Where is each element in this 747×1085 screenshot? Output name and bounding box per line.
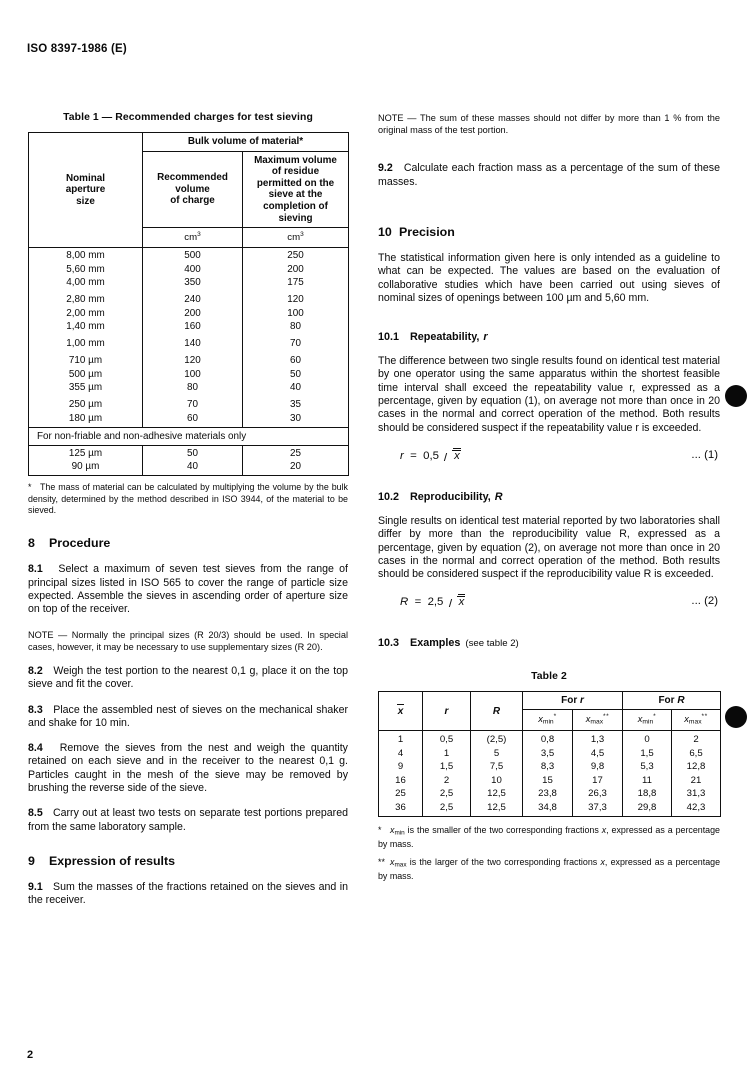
paragraph-8-2 (28, 665, 348, 692)
table1-cell-maximum: 50 (243, 368, 349, 381)
table2-cell-r-xmin: 3,5 (523, 746, 573, 760)
equation-2-radicand: x (458, 596, 465, 609)
table2-cell-R: 5 (471, 746, 523, 760)
table2-cell-r-xmin: 8,3 (523, 760, 573, 774)
heading-section-10-2 (378, 491, 720, 503)
table1-cell-recommended: 160 (143, 320, 243, 333)
equation-1-coefficient: 0,5 (423, 449, 439, 462)
note-9-1: NOTE — The sum of these masses should not differ by more than 1 % from the original mass of the test portion. (378, 113, 720, 136)
label-line: aperture (65, 184, 106, 196)
table2-footnote-1-marker: * (378, 824, 382, 835)
table1-cell-size: 180 µm (29, 412, 143, 428)
table1-row (29, 368, 349, 381)
table1-row (29, 460, 349, 476)
table2-cell-r: 2,5 (423, 801, 471, 817)
table1-col-recommended-volume: Recommended volume of charge (143, 151, 243, 228)
table1-cell-recommended: 50 (143, 445, 243, 460)
table2-cell-xbar: 36 (379, 801, 423, 817)
table1-cell-size: 250 µm (29, 394, 143, 411)
table2-cell-r-xmax: 4,5 (573, 746, 623, 760)
paragraph-8-4-number: 8.4 (28, 742, 43, 755)
section-10-1-title: Repeatability, (410, 331, 480, 344)
paragraph-10-2-body: Single results on identical test material reported by two laboratories shall differ by more than the reproducibility value R, expressed as a percentage, given by equation (2), on average not more than once in 20 cases in the normal and correct operation of the method. Both results should be considered suspect if the reproducibility value R is exceeded. (378, 514, 720, 581)
table1-cell-recommended: 70 (143, 394, 243, 411)
table2-cell-r-xmax: 37,3 (573, 801, 623, 817)
table2-cell-xbar: 4 (379, 746, 423, 760)
table1-cell-recommended: 140 (143, 333, 243, 350)
table1-cell-size: 125 µm (29, 445, 143, 460)
paragraph-9-2 (378, 162, 720, 189)
table1-cell-size: 1,00 mm (29, 333, 143, 350)
table2-cell-R-xmax: 21 (672, 774, 721, 788)
heading-section-8 (28, 536, 348, 550)
table2-cell-r-xmin: 34,8 (523, 801, 573, 817)
paragraph-8-5-number: 8.5 (28, 807, 43, 820)
table2-cell-r: 1,5 (423, 760, 471, 774)
left-column (28, 112, 348, 919)
paragraph-9-1-text: Sum the masses of the fractions retained on the sieves and in the receiver. (28, 880, 348, 907)
table2-cell-r: 2 (423, 774, 471, 788)
table2-cell-r-xmax: 1,3 (573, 731, 623, 747)
section-10-1-number: 10.1 (378, 331, 400, 344)
table1-cell-maximum: 80 (243, 320, 349, 333)
table2-footnote-2: ** $x_{max}$ is the larger of the two corresponding fractions x, expressed as a percentage by mass. (378, 857, 721, 882)
section-9-number: 9 (28, 853, 35, 868)
table2-col-R-xmax: $x_{max}^{**}$ (672, 710, 721, 731)
table1-cell-size: 8,00 mm (29, 248, 143, 263)
paragraph-8-2-text: Weigh the test portion to the nearest 0,1 g, place it on the top sieve and fit the cover. (28, 664, 348, 691)
note-8-1: NOTE — Normally the principal sizes (R 20/3) should be used. In special cases, however, it may be necessary to use supplementary sizes (R 20). (28, 629, 348, 652)
table1-cell-maximum: 250 (243, 248, 349, 263)
page-number: 2 (27, 1049, 34, 1061)
table1-row (29, 350, 349, 367)
table2-cell-r-xmin: 15 (523, 774, 573, 788)
table2-cell-R-xmin: 29,8 (623, 801, 672, 817)
square-root-icon (445, 449, 460, 462)
table1-row (29, 306, 349, 319)
table2-cell-R-xmin: 5,3 (623, 760, 672, 774)
table1-cell-recommended: 200 (143, 306, 243, 319)
paragraph-8-1-text: Select a maximum of seven test sieves from the range of principal sizes listed in ISO 565 to cover the range of particle size expected. Assemble the sieves in ascending order of aperture size on top of the receiver. (28, 563, 348, 616)
table1-cell-maximum: 35 (243, 394, 349, 411)
table2-row (379, 801, 721, 817)
table2-cell-r-xmin: 0,8 (523, 731, 573, 747)
table1-cell-maximum: 70 (243, 333, 349, 350)
table1-cell-recommended: 500 (143, 248, 243, 263)
table2-cell-xbar: 25 (379, 787, 423, 801)
heading-section-10-3 (378, 637, 720, 649)
paragraph-9-1 (28, 881, 348, 908)
section-10-3-reference: (see table 2) (465, 638, 519, 650)
table2-cell-R: 12,5 (471, 801, 523, 817)
table1-cell-recommended: 40 (143, 460, 243, 476)
equation-2 (378, 595, 720, 613)
table2-cell-r-xmax: 17 (573, 774, 623, 788)
table1-row (29, 445, 349, 460)
square-root-icon (450, 595, 465, 608)
table2-col-r-xmin: $x_{min}^*$ (523, 710, 573, 731)
table1-row (29, 263, 349, 276)
section-10-2-number: 10.2 (378, 490, 400, 503)
table2-col-r-xmax: $x_{max}^{**}$ (573, 710, 623, 731)
table1-cell-maximum: 40 (243, 381, 349, 394)
paragraph-8-3-text: Place the assembled nest of sieves on the mechanical shaker and shake for 10 min. (28, 703, 348, 729)
equation-2-expression (400, 595, 464, 608)
right-column (378, 112, 720, 882)
document-header: ISO 8397-1986 (E) (27, 43, 127, 55)
binding-punch-mark-top (725, 385, 747, 407)
table1-cell-size: 90 µm (29, 460, 143, 476)
equation-2-lhs-symbol: R (400, 596, 409, 609)
table1-row (29, 248, 349, 263)
table2-row (379, 746, 721, 760)
paragraph-9-1-number: 9.1 (28, 880, 43, 893)
table1-cell-size: 1,40 mm (29, 320, 143, 333)
table1-cell-recommended: 400 (143, 263, 243, 276)
table2-cell-xbar: 1 (379, 731, 423, 747)
paragraph-8-5 (28, 807, 348, 834)
table2-cell-R-xmax: 12,8 (672, 760, 721, 774)
xbar-symbol: x (397, 705, 404, 717)
label-line: size (76, 195, 95, 207)
table2-group-for-R: For R (623, 692, 721, 710)
table2-cell-R-xmin: 0 (623, 731, 672, 747)
table2-footnote-2-marker: ** (378, 857, 385, 868)
table1-cell-maximum: 100 (243, 306, 349, 319)
table2-caption: Table 2 (531, 671, 567, 683)
paragraph-8-5-text: Carry out at least two tests on separate test portions prepared from the same laboratory sample. (28, 807, 348, 833)
section-10-3-title: Examples (410, 637, 461, 650)
table1-cell-recommended: 100 (143, 368, 243, 381)
table1-cell-maximum: 120 (243, 289, 349, 306)
table1-unit-maximum: $cm^3$ (243, 228, 349, 248)
table2-cell-r: 1 (423, 746, 471, 760)
table1-footnote-text: The mass of material can be calculated by multiplying the volume by the bulk density, determined by the method described in ISO 3944, of the material to be sieved. (28, 482, 348, 515)
table1-cell-size: 500 µm (29, 368, 143, 381)
table2-cell-R-xmax: 6,5 (672, 746, 721, 760)
table1-col-maximum-volume: Maximum volume of residue permitted on the sieve at the completion of sieving (243, 151, 349, 228)
table1-cell-recommended: 60 (143, 412, 243, 428)
table2-col-r: r (423, 692, 471, 731)
equation-2-tag: ... (2) (691, 595, 718, 608)
section-10-1-symbol: r (483, 331, 488, 344)
table2-cell-R-xmin: 1,5 (623, 746, 672, 760)
equation-1 (378, 449, 720, 467)
table2-cell-r: 0,5 (423, 731, 471, 747)
equation-1-lhs-symbol: r (400, 449, 404, 462)
section-10-3-number: 10.3 (378, 637, 400, 650)
table2-row (379, 787, 721, 801)
table1-row (29, 394, 349, 411)
table1-footnote-marker: * (28, 482, 32, 493)
table2-cell-r-xmax: 26,3 (573, 787, 623, 801)
section-10-2-symbol: R (494, 490, 503, 503)
table2-cell-xbar: 9 (379, 760, 423, 774)
equation-1-radicand: x (454, 449, 460, 462)
table1-cell-maximum: 20 (243, 460, 349, 476)
paragraph-10-intro: The statistical information given here is only intended as a guideline to what can be expected. The values are based on the evaluation of collaborative studies which have been carried out using sieves of nominal sizes of openings between 100 µm and 5,60 mm. (378, 252, 720, 304)
table2-cell-R: 12,5 (471, 787, 523, 801)
paragraph-8-4 (28, 742, 348, 795)
section-10-2-title: Reproducibility, (410, 490, 491, 503)
table2-footnote-1: * $x_{min}$ is the smaller of the two corresponding fractions x, expressed as a percentage by mass. (378, 824, 720, 849)
equation-1-expression (400, 449, 460, 462)
section-8-title: Procedure (49, 536, 111, 551)
heading-section-10 (378, 225, 720, 239)
table1-cell-recommended: 350 (143, 276, 243, 289)
paragraph-8-4-text: Remove the sieves from the nest and weigh the quantity retained on each sieve and in the receiver to the nearest 0,1 g. Particles caught in the mesh of the sieve may be removed by brushing the reverse side of the sieve. (28, 742, 348, 794)
table1-cell-size: 710 µm (29, 350, 143, 367)
paragraph-10-1-body: The difference between two single results found on identical test material by one operator using the same apparatus within the shortest feasible time interval shall exceed the repeatability value r, expressed as a percentage, given by equation (1), on average not more than once in 20 cases in the normal and correct operation of the method. Both results should be considered suspect if the repeatability value r is exceeded. (378, 355, 720, 434)
paragraph-8-2-number: 8.2 (28, 664, 43, 677)
table1-footnote (28, 482, 348, 516)
table1-header-row-1 (29, 133, 349, 152)
section-10-number: 10 (378, 225, 392, 239)
table2-cell-r: 2,5 (423, 787, 471, 801)
heading-section-10-1 (378, 331, 720, 343)
table2-cell-R: 7,5 (471, 760, 523, 774)
table2-header-row-1 (379, 692, 721, 710)
table2-cell-R-xmax: 31,3 (672, 787, 721, 801)
table2-cell-r-xmax: 9,8 (573, 760, 623, 774)
table2-cell-R-xmin: 18,8 (623, 787, 672, 801)
table1-body (29, 248, 349, 476)
table2-cell-R-xmin: 11 (623, 774, 672, 788)
table1-row (29, 412, 349, 428)
table1-caption: Table 1 — Recommended charges for test sieving (63, 112, 313, 123)
table1-cell-size: 2,80 mm (29, 289, 143, 306)
table1-cell-recommended: 120 (143, 350, 243, 367)
table1-row (29, 320, 349, 333)
table1-cell-recommended: 80 (143, 381, 243, 394)
table2-cell-R-xmax: 42,3 (672, 801, 721, 817)
table2-cell-R-xmax: 2 (672, 731, 721, 747)
paragraph-9-2-number: 9.2 (378, 162, 393, 175)
table1-group-bulk-volume: Bulk volume of material* (143, 133, 349, 152)
paragraph-8-3-number: 8.3 (28, 703, 43, 716)
table2-row (379, 731, 721, 747)
table2-col-R: R (471, 692, 523, 731)
table1-cell-recommended: 240 (143, 289, 243, 306)
table2-row (379, 774, 721, 788)
table1-cell-maximum: 25 (243, 445, 349, 460)
equation-1-tag: ... (1) (691, 448, 718, 461)
table1-row (29, 289, 349, 306)
table1-cell-maximum: 200 (243, 263, 349, 276)
table2 (378, 691, 721, 817)
table1-subhead-row (29, 427, 349, 445)
label-line: Nominal (66, 172, 105, 184)
table1-cell-size: 4,00 mm (29, 276, 143, 289)
table1-unit-recommended: $cm^3$ (143, 228, 243, 248)
table1-row (29, 276, 349, 289)
table2-body (379, 731, 721, 817)
section-8-number: 8 (28, 536, 35, 551)
table1 (28, 132, 349, 476)
table1-cell-maximum: 30 (243, 412, 349, 428)
section-10-title: Precision (399, 225, 455, 239)
table1-row (29, 333, 349, 350)
table2-col-R-xmin: $x_{min}^*$ (623, 710, 672, 731)
equation-2-coefficient: 2,5 (427, 596, 444, 609)
table2-cell-R: 10 (471, 774, 523, 788)
table1-cell-size: 355 µm (29, 381, 143, 394)
table1-cell-maximum: 60 (243, 350, 349, 367)
equals-sign: = (411, 596, 425, 609)
table1-row (29, 381, 349, 394)
table2-col-xbar (379, 692, 423, 731)
table2-cell-xbar: 16 (379, 774, 423, 788)
paragraph-8-1 (28, 563, 348, 616)
equals-sign: = (406, 449, 420, 462)
table1-col-nominal-aperture-size (29, 133, 143, 248)
paragraph-8-1-number: 8.1 (28, 563, 43, 576)
heading-section-9 (28, 854, 348, 868)
table1-cell-maximum: 175 (243, 276, 349, 289)
binding-punch-mark-bottom (725, 706, 747, 728)
table2-cell-R: (2,5) (471, 731, 523, 747)
section-9-title: Expression of results (49, 853, 176, 868)
table1-cell-size: 2,00 mm (29, 306, 143, 319)
table2-cell-r-xmin: 23,8 (523, 787, 573, 801)
table2-row (379, 760, 721, 774)
table2-group-for-r: For r (523, 692, 623, 710)
table1-cell-size: 5,60 mm (29, 263, 143, 276)
paragraph-9-2-text: Calculate each fraction mass as a percentage of the sum of these masses. (378, 162, 720, 188)
table1-subhead-text: For non-friable and non-adhesive materials only (29, 427, 349, 445)
paragraph-8-3 (28, 704, 348, 731)
